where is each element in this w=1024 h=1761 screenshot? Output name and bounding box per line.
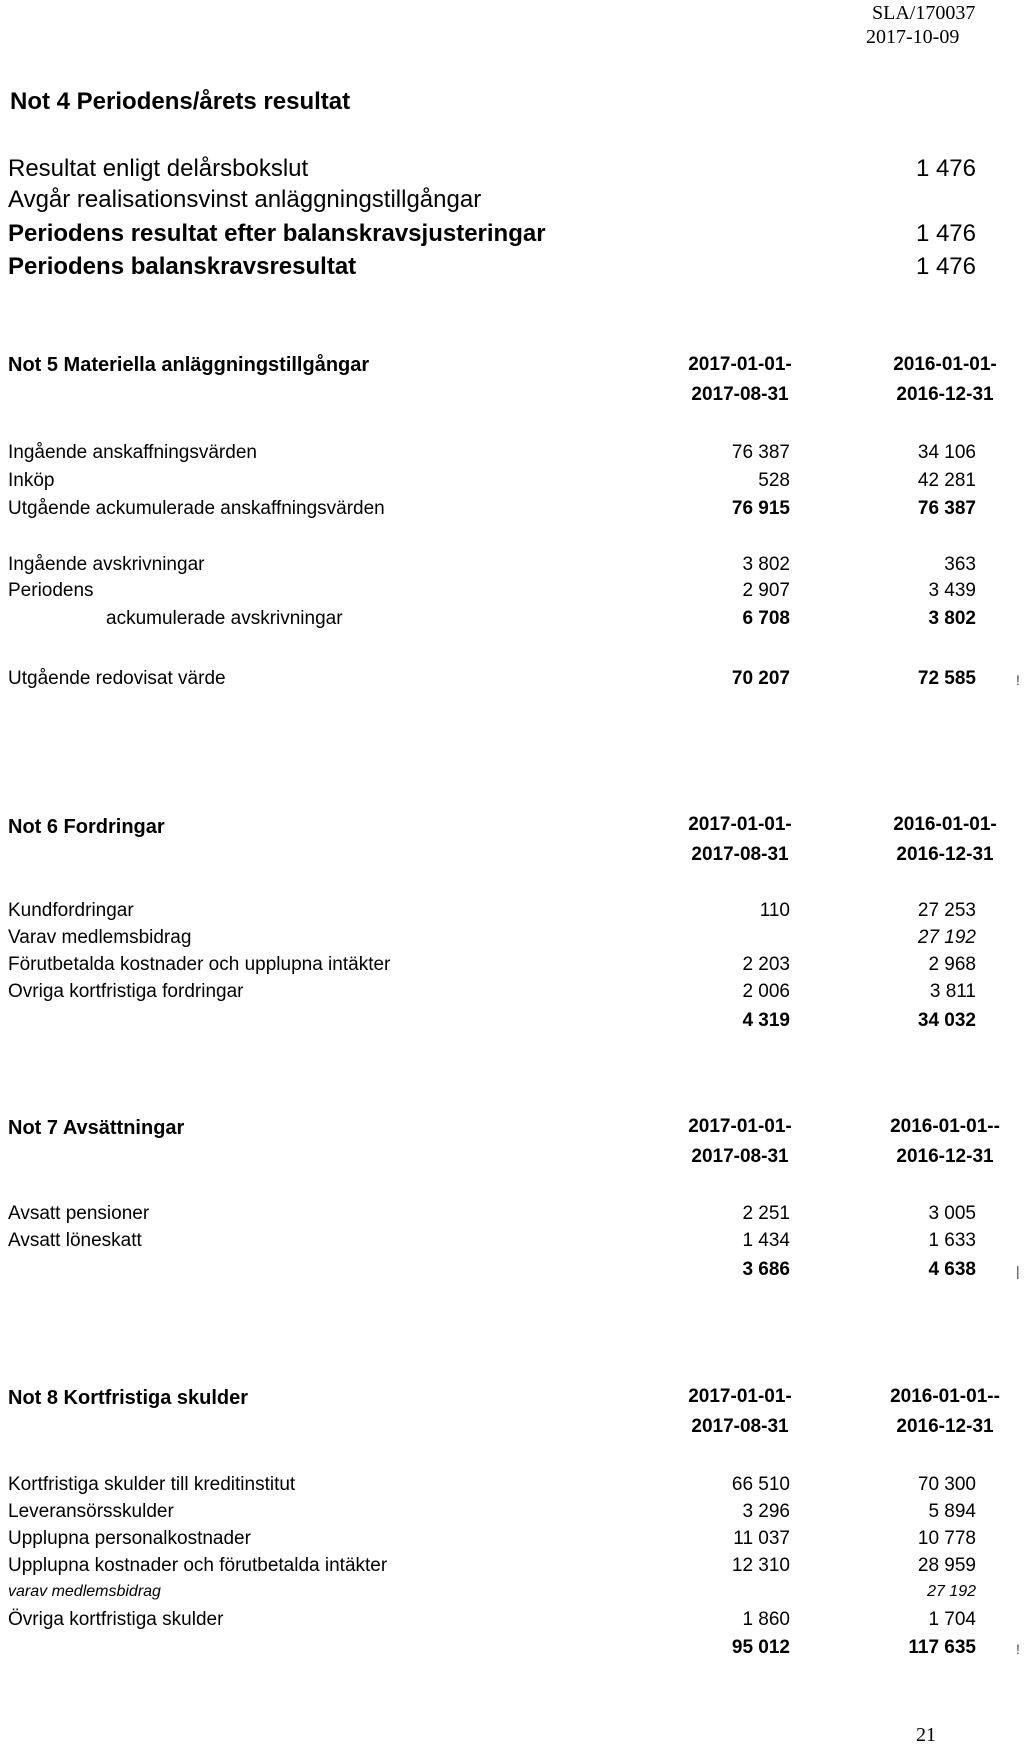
table-row <box>0 1474 1024 1504</box>
row-label: Resultat enligt delårsbokslut <box>8 155 309 182</box>
table-row <box>0 1528 1024 1558</box>
page-number: 21 <box>916 1724 936 1746</box>
row-value-prior: 10 778 <box>917 1528 976 1549</box>
row-value: 1 476 <box>915 155 976 182</box>
row-value-prior: 70 300 <box>917 1474 976 1495</box>
row-value-current: 95 012 <box>731 1637 790 1658</box>
row-value-current: 2 251 <box>742 1203 790 1224</box>
row-value-current: 528 <box>758 470 790 491</box>
row-value-prior: 3 811 <box>929 981 976 1002</box>
scan-mark: ! <box>1016 672 1020 688</box>
row-label: Ingående anskaffningsvärden <box>8 442 257 463</box>
row-label: Leveransörsskulder <box>8 1501 174 1522</box>
column-header-prior-from: 2016-01-01- <box>893 814 997 835</box>
row-label: Avsatt löneskatt <box>8 1230 142 1251</box>
row-label: varav medlemsbidrag <box>8 1583 161 1600</box>
column-header-current-to: 2017-08-31 <box>691 844 789 865</box>
row-value-prior: 5 894 <box>928 1501 976 1522</box>
table-row <box>0 442 1024 472</box>
table-row-total <box>0 1259 1024 1289</box>
column-header-prior-from: 2016-01-01- <box>893 354 997 375</box>
row-value-prior: 363 <box>944 554 976 575</box>
table-row <box>0 1555 1024 1585</box>
row-label: Utgående ackumulerade anskaffningsvärden <box>8 498 385 519</box>
row-label: Periodens balanskravsresultat <box>8 253 357 280</box>
row-value: 1 476 <box>915 220 976 247</box>
table-row <box>0 470 1024 500</box>
row-value-current: 3 802 <box>742 554 790 575</box>
row-value: 1 476 <box>915 253 976 280</box>
row-value-current: 2 006 <box>742 981 790 1002</box>
row-value-prior: 1 704 <box>928 1609 976 1630</box>
column-header-prior-to: 2016-12-31 <box>896 1146 994 1167</box>
column-header-current-to: 2017-08-31 <box>691 1416 789 1437</box>
row-value-current: 76 915 <box>731 498 790 519</box>
row-value-prior: 76 387 <box>917 498 976 519</box>
row-label: Upplupna personalkostnader <box>8 1528 251 1549</box>
row-label: Kundfordringar <box>8 900 134 921</box>
table-row <box>0 253 1024 283</box>
column-header-current-from: 2017-01-01- <box>688 1386 792 1407</box>
table-row <box>0 900 1024 930</box>
row-value-current: 4 319 <box>742 1010 790 1031</box>
table-row <box>0 155 1024 185</box>
row-value-current: 12 310 <box>731 1555 790 1576</box>
row-label: Ovriga kortfristiga fordringar <box>8 981 244 1002</box>
row-value-prior: 27 192 <box>927 1583 976 1600</box>
row-value-prior: 3 439 <box>928 580 976 601</box>
row-label: Avsatt pensioner <box>8 1203 150 1224</box>
column-header-current-from: 2017-01-01- <box>688 1116 792 1137</box>
table-row <box>0 608 1024 638</box>
row-value-current: 70 207 <box>731 668 790 689</box>
row-value-prior: 27 192 <box>917 927 976 948</box>
note8-title: Not 8 Kortfristiga skulder <box>8 1387 249 1409</box>
table-row <box>0 580 1024 610</box>
row-value-prior: 42 281 <box>917 470 976 491</box>
row-label: Förutbetalda kostnader och upplupna intäkter <box>8 954 391 975</box>
column-header-prior-from: 2016-01-01-- <box>890 1116 1000 1137</box>
table-row <box>0 981 1024 1011</box>
row-label: Ingående avskrivningar <box>8 554 205 575</box>
row-value-current: 3 296 <box>742 1501 790 1522</box>
column-header-prior-from: 2016-01-01-- <box>890 1386 1000 1407</box>
row-label: Periodens resultat efter balanskravsjusteringar <box>8 220 546 247</box>
note7-title: Not 7 Avsättningar <box>8 1117 185 1139</box>
table-row <box>0 1501 1024 1531</box>
column-header-prior-to: 2016-12-31 <box>896 1416 994 1437</box>
scan-mark: ! <box>1016 1641 1020 1657</box>
row-value-current: 66 510 <box>731 1474 790 1495</box>
table-row <box>0 186 1024 216</box>
row-value-prior: 34 106 <box>917 442 976 463</box>
column-header-current-from: 2017-01-01- <box>688 354 792 375</box>
table-row-total <box>0 1637 1024 1667</box>
note4-title: Not 4 Periodens/årets resultat <box>10 88 351 115</box>
table-row <box>0 1203 1024 1233</box>
table-row <box>0 954 1024 984</box>
document-date: 2017-10-09 <box>866 26 960 48</box>
row-value-current: 110 <box>759 900 790 921</box>
row-value-prior: 28 959 <box>917 1555 976 1576</box>
row-label: Inköp <box>8 470 55 491</box>
note6-title: Not 6 Fordringar <box>8 816 165 838</box>
row-value-current: 1 860 <box>742 1609 790 1630</box>
row-value-prior: 34 032 <box>917 1010 976 1031</box>
column-header-prior-to: 2016-12-31 <box>896 384 994 405</box>
table-row <box>0 927 1024 957</box>
note5-title: Not 5 Materiella anläggningstillgångar <box>8 354 370 376</box>
row-label: Periodens <box>8 580 94 601</box>
row-value-prior: 1 633 <box>928 1230 976 1251</box>
row-value-current: 76 387 <box>731 442 790 463</box>
table-row <box>0 220 1024 250</box>
column-header-current-to: 2017-08-31 <box>691 1146 789 1167</box>
row-label: Kortfristiga skulder till kreditinstitut <box>8 1474 296 1495</box>
table-row <box>0 668 1024 698</box>
row-value-prior: 4 638 <box>928 1259 976 1280</box>
table-row <box>0 498 1024 528</box>
row-value-current: 2 203 <box>742 954 790 975</box>
row-value-current: 1 434 <box>742 1230 790 1251</box>
row-label: Upplupna kostnader och förutbetalda intäkter <box>8 1555 388 1576</box>
table-row <box>0 1609 1024 1639</box>
row-value-prior: 27 253 <box>917 900 976 921</box>
row-label: Varav medlemsbidrag <box>8 927 192 948</box>
column-header-current-from: 2017-01-01- <box>688 814 792 835</box>
scan-mark: | <box>1016 1263 1020 1279</box>
column-header-current-to: 2017-08-31 <box>691 384 789 405</box>
row-value-prior: 117 635 <box>908 1637 976 1658</box>
table-row-total <box>0 1010 1024 1040</box>
row-value-prior: 3 005 <box>928 1203 976 1224</box>
row-value-current: 3 686 <box>742 1259 790 1280</box>
row-value-current: 11 037 <box>733 1528 790 1549</box>
row-label: Avgår realisationsvinst anläggningstillgångar <box>8 186 482 213</box>
row-value-prior: 72 585 <box>917 668 976 689</box>
row-label: Utgående redovisat värde <box>8 668 226 689</box>
table-row <box>0 1230 1024 1260</box>
row-label: Övriga kortfristiga skulder <box>8 1609 224 1630</box>
row-value-prior: 3 802 <box>928 608 976 629</box>
column-header-prior-to: 2016-12-31 <box>896 844 994 865</box>
row-value-current: 6 708 <box>742 608 790 629</box>
row-value-current: 2 907 <box>742 580 790 601</box>
document-reference: SLA/170037 <box>872 2 976 24</box>
row-label: ackumulerade avskrivningar <box>106 608 343 629</box>
row-value-prior: 2 968 <box>928 954 976 975</box>
